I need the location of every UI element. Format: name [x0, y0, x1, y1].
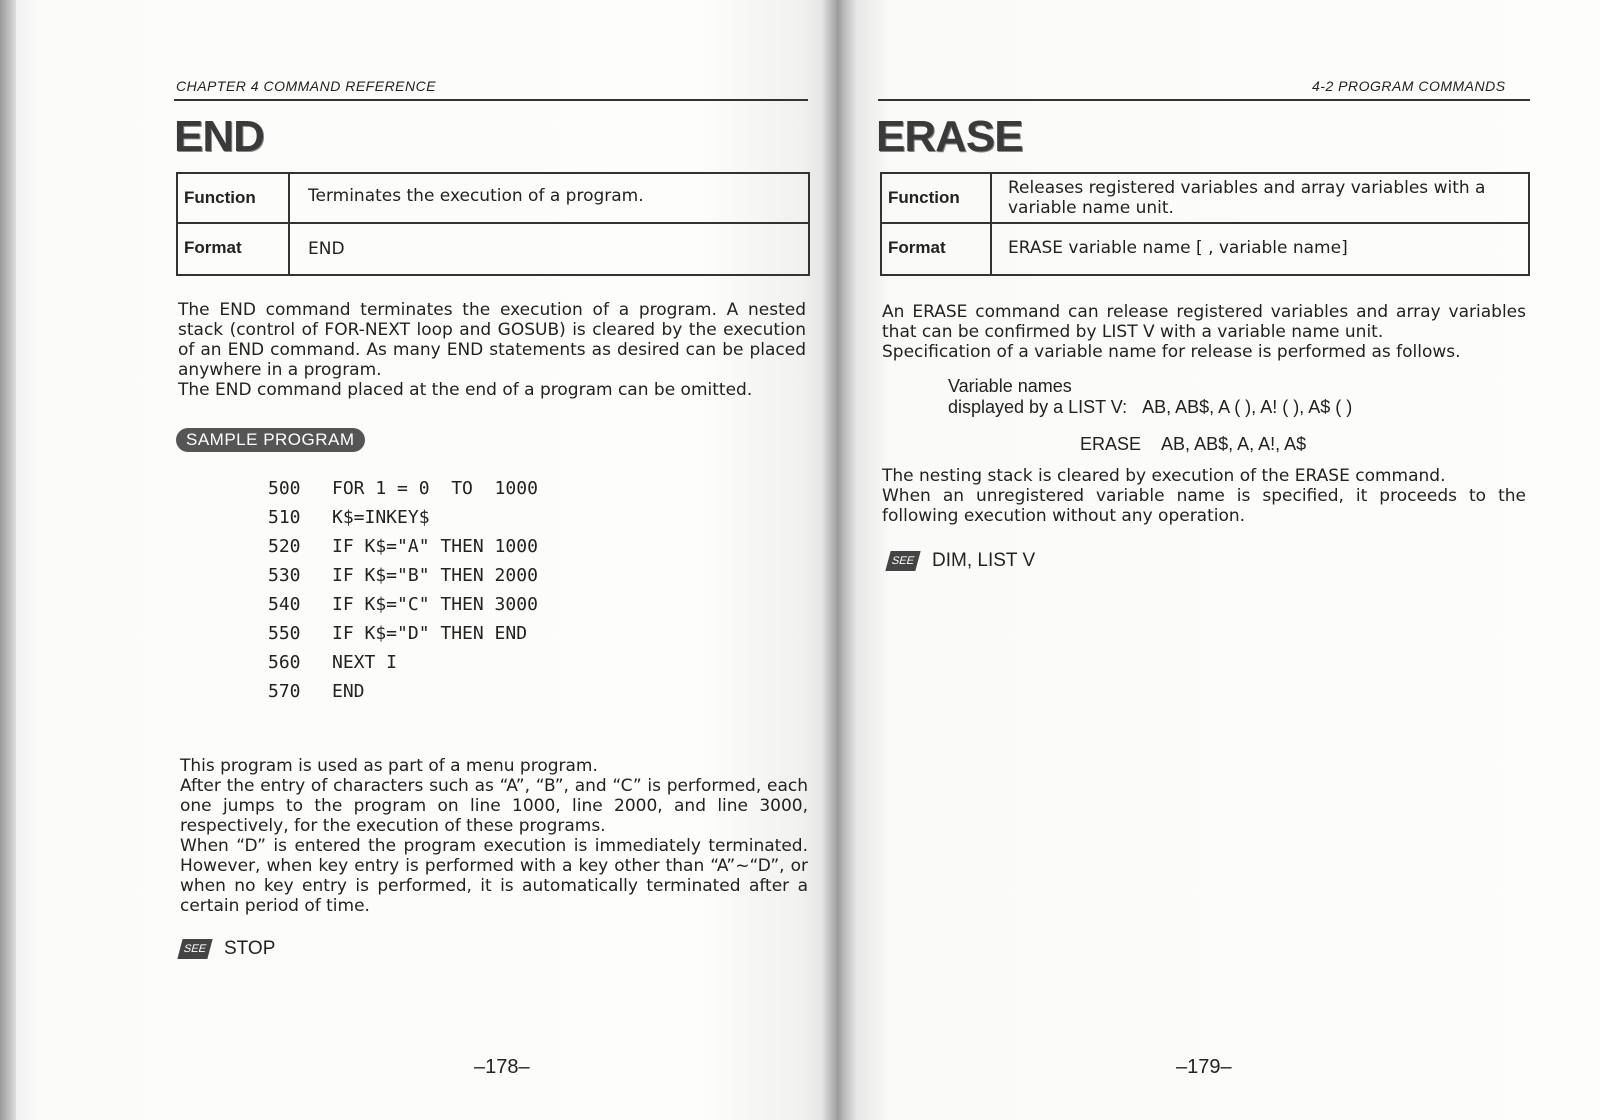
end-format-row	[178, 222, 808, 274]
left-header-rule	[174, 99, 808, 101]
code-line-text: NEXT I	[332, 652, 398, 673]
end-description-para: The END command placed at the end of a program can be omitted.	[178, 380, 753, 400]
right-page-number: –179–	[1176, 1056, 1232, 1078]
code-line-number: 560	[268, 652, 301, 673]
code-line	[268, 565, 538, 594]
erase-example-args: AB, AB$, A, A!, A$	[1161, 434, 1307, 454]
left-page-number: –178–	[474, 1056, 530, 1078]
erase-function-text-line-2: variable name unit.	[1008, 198, 1174, 218]
see-also-icon: SEE	[177, 939, 212, 959]
end-function-row	[178, 174, 808, 222]
erase-description	[882, 302, 1526, 362]
erase-note-para: The nesting stack is cleared by execution of the ERASE command.	[882, 466, 1446, 486]
erase-spec-table	[880, 172, 1530, 276]
variable-names-label: Variable names	[948, 376, 1072, 396]
variable-names-row	[948, 397, 1352, 418]
variable-names-label-2: displayed by a LIST V:	[948, 397, 1128, 417]
sample-program-badge: SAMPLE PROGRAM	[176, 428, 365, 452]
code-line-number: 540	[268, 594, 301, 615]
explanation-para: After the entry of characters such as “A”, “B”, and “C” is performed, each one jumps to the program on line 1000, line 2000, and line 3000, respectively, for the execution of these programs.	[180, 776, 808, 836]
erase-example-keyword: ERASE	[1080, 434, 1142, 454]
left-edge-shadow	[0, 0, 16, 1120]
end-program-explanation	[180, 756, 808, 916]
erase-see-also	[888, 550, 1035, 572]
erase-function-row	[882, 174, 1528, 222]
erase-function-label: Function	[888, 188, 960, 207]
sample-program-code	[268, 478, 538, 710]
code-line-text: IF K$="D" THEN END	[332, 623, 528, 644]
erase-format-text: ERASE variable name [ , variable name]	[1008, 238, 1348, 258]
erase-description-para: Specification of a variable name for release is performed as follows.	[882, 342, 1461, 362]
code-line	[268, 507, 538, 536]
code-line-text: FOR 1 = 0 TO 1000	[332, 478, 538, 499]
erase-example-line	[1080, 434, 1306, 455]
code-line	[268, 594, 538, 623]
end-format-label: Format	[184, 238, 242, 257]
erase-format-label: Format	[888, 238, 946, 257]
end-spec-table	[176, 172, 810, 276]
code-line-text: K$=INKEY$	[332, 507, 430, 528]
code-line	[268, 681, 538, 710]
erase-note-para: When an unregistered variable name is specified, it proceeds to the following execution without any operation.	[882, 486, 1526, 526]
erase-notes	[882, 466, 1526, 526]
end-function-label: Function	[184, 188, 256, 207]
code-line-number: 570	[268, 681, 301, 702]
end-description-para: The END command terminates the execution of a program. A nested stack (control of FOR-NEXT loop and GOSUB) is cleared by the execution of an END command. As many END statements as desired can be placed anywhere in a program.	[178, 300, 806, 380]
end-see-also	[180, 938, 275, 960]
code-line-number: 500	[268, 478, 301, 499]
see-also-icon: SEE	[885, 551, 920, 571]
erase-description-para: An ERASE command can release registered variables and array variables that can be confirmed by LIST V with a variable name unit.	[882, 302, 1526, 342]
variable-names-list: AB, AB$, A ( ), A! ( ), A$ ( )	[1142, 397, 1353, 417]
code-line-number: 530	[268, 565, 301, 586]
right-running-head: 4-2 PROGRAM COMMANDS	[1312, 78, 1506, 94]
code-line-text: IF K$="A" THEN 1000	[332, 536, 538, 557]
code-line-text: IF K$="C" THEN 3000	[332, 594, 538, 615]
code-line	[268, 652, 538, 681]
end-description	[178, 300, 806, 400]
code-line-text: IF K$="B" THEN 2000	[332, 565, 538, 586]
book-gutter	[822, 0, 858, 1120]
end-function-text: Terminates the execution of a program.	[308, 186, 644, 206]
erase-format-row	[882, 222, 1528, 274]
end-title: END	[174, 112, 264, 161]
see-also-link-dim-listv: DIM, LIST V	[932, 550, 1036, 571]
code-line-text: END	[332, 681, 365, 702]
erase-title: ERASE	[876, 112, 1023, 161]
code-line-number: 520	[268, 536, 301, 557]
end-format-text: END	[308, 239, 345, 259]
code-line	[268, 536, 538, 565]
erase-function-text-line-1: Releases registered variables and array variables with a	[1008, 178, 1486, 198]
explanation-para: This program is used as part of a menu program.	[180, 756, 598, 776]
code-line-number: 550	[268, 623, 301, 644]
right-header-rule	[878, 99, 1530, 101]
code-line	[268, 478, 538, 507]
variable-names-example	[948, 376, 1352, 418]
explanation-para: When “D” is entered the program execution is immediately terminated. However, when key entry is performed with a key other than “A”~“D”, or when no key entry is performed, it is automatically terminated after a certain period of time.	[180, 836, 808, 916]
left-running-head: CHAPTER 4 COMMAND REFERENCE	[176, 78, 437, 94]
see-also-link-stop: STOP	[224, 938, 276, 959]
code-line	[268, 623, 538, 652]
code-line-number: 510	[268, 507, 301, 528]
